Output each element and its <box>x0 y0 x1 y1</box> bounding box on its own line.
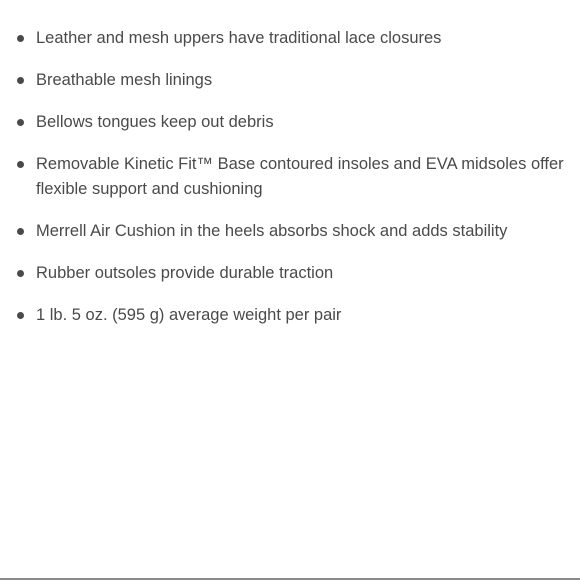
feature-text: Bellows tongues keep out debris <box>36 113 274 131</box>
bullet-icon <box>17 77 24 84</box>
feature-text: Rubber outsoles provide durable traction <box>36 264 334 282</box>
feature-list <box>0 26 580 345</box>
feature-text: Removable Kinetic Fit™ Base contoured insoles and EVA midsoles offer flexible support and cushioning <box>36 155 564 198</box>
list-item <box>0 110 580 135</box>
bullet-icon <box>17 161 24 168</box>
bullet-icon <box>17 270 24 277</box>
list-item <box>0 68 580 93</box>
bullet-icon <box>17 312 24 319</box>
list-item <box>0 303 580 328</box>
list-item <box>0 152 580 202</box>
feature-text: 1 lb. 5 oz. (595 g) average weight per pair <box>36 306 342 324</box>
list-item <box>0 261 580 286</box>
bullet-icon <box>17 119 24 126</box>
feature-text: Merrell Air Cushion in the heels absorbs shock and adds stability <box>36 222 508 240</box>
bullet-icon <box>17 228 24 235</box>
list-item <box>0 26 580 51</box>
feature-text: Breathable mesh linings <box>36 71 213 89</box>
list-item <box>0 219 580 244</box>
feature-text: Leather and mesh uppers have traditional lace closures <box>36 29 442 47</box>
bullet-icon <box>17 35 24 42</box>
